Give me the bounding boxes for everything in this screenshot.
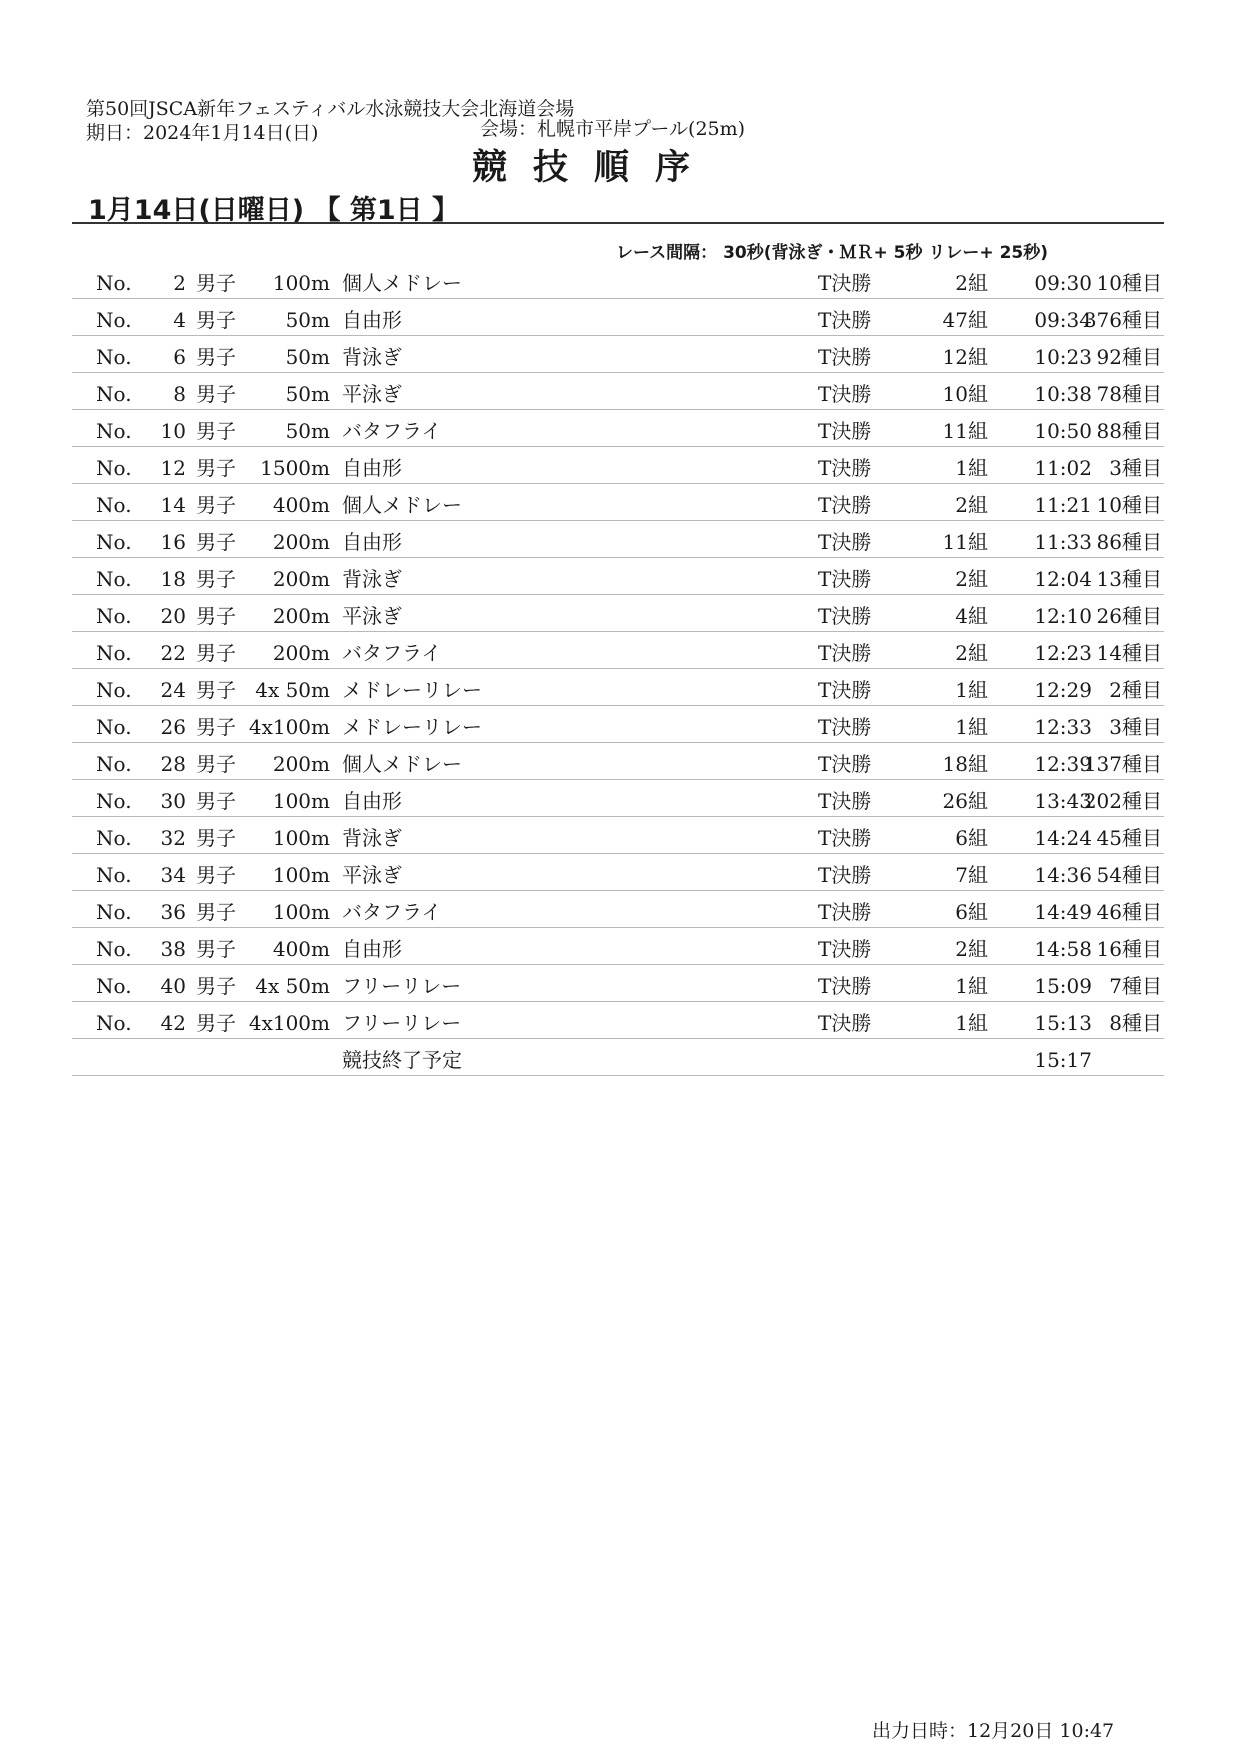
event-final-type: T決勝 <box>818 382 872 406</box>
event-number: 22 <box>160 641 186 665</box>
event-heats: 1組 <box>955 456 988 480</box>
table-row <box>72 669 1164 706</box>
event-entry-count: 2種目 <box>1109 678 1162 702</box>
event-number: 42 <box>160 1011 186 1035</box>
event-no-label: No. <box>96 493 132 517</box>
table-row <box>72 632 1164 669</box>
event-start-time: 14:49 <box>1034 900 1092 924</box>
event-distance: 200m <box>272 604 330 628</box>
event-entry-count: 88種目 <box>1096 419 1162 443</box>
event-heats: 2組 <box>955 641 988 665</box>
event-name: 個人メドレー <box>342 752 462 776</box>
meet-title: 第50回JSCA新年フェスティバル水泳競技大会北海道会場 <box>86 98 575 120</box>
event-name: バタフライ <box>342 419 442 443</box>
table-row <box>72 965 1164 1002</box>
event-distance: 4x 50m <box>255 678 330 702</box>
event-number: 18 <box>160 567 186 591</box>
end-time: 15:17 <box>1034 1048 1092 1072</box>
table-row <box>72 743 1164 780</box>
event-heats: 1組 <box>955 715 988 739</box>
event-gender: 男子 <box>196 345 236 369</box>
event-number: 16 <box>160 530 186 554</box>
table-row <box>72 928 1164 965</box>
event-no-label: No. <box>96 641 132 665</box>
event-name: 個人メドレー <box>342 271 462 295</box>
event-no-label: No. <box>96 1011 132 1035</box>
event-heats: 18組 <box>942 752 988 776</box>
table-row <box>72 262 1164 299</box>
table-row <box>72 1002 1164 1039</box>
table-row <box>72 336 1164 373</box>
event-distance: 400m <box>272 493 330 517</box>
event-entry-count: 3種目 <box>1109 715 1162 739</box>
event-final-type: T決勝 <box>818 900 872 924</box>
table-row <box>72 558 1164 595</box>
event-name: メドレーリレー <box>342 715 482 739</box>
event-name: 背泳ぎ <box>342 345 402 369</box>
event-gender: 男子 <box>196 567 236 591</box>
event-final-type: T決勝 <box>818 308 872 332</box>
event-entry-count: 46種目 <box>1096 900 1162 924</box>
event-entry-count: 3種目 <box>1109 456 1162 480</box>
event-number: 28 <box>160 752 186 776</box>
day-heading: 1月14日(日曜日) 【 第1日 】 <box>88 195 460 226</box>
event-distance: 100m <box>272 826 330 850</box>
event-start-time: 15:09 <box>1034 974 1092 998</box>
event-no-label: No. <box>96 567 132 591</box>
event-name: バタフライ <box>342 641 442 665</box>
event-distance: 200m <box>272 530 330 554</box>
event-gender: 男子 <box>196 604 236 628</box>
meet-venue: 会場：札幌市平岸プール(25m) <box>480 118 746 140</box>
event-final-type: T決勝 <box>818 715 872 739</box>
event-final-type: T決勝 <box>818 974 872 998</box>
event-no-label: No. <box>96 456 132 480</box>
event-name: フリーリレー <box>342 1011 462 1035</box>
event-final-type: T決勝 <box>818 456 872 480</box>
event-start-time: 14:24 <box>1034 826 1092 850</box>
event-start-time: 10:38 <box>1034 382 1092 406</box>
event-heats: 47組 <box>942 308 988 332</box>
event-entry-count: 7種目 <box>1109 974 1162 998</box>
event-final-type: T決勝 <box>818 863 872 887</box>
table-row <box>72 595 1164 632</box>
event-number: 40 <box>160 974 186 998</box>
event-number: 14 <box>160 493 186 517</box>
event-name: 自由形 <box>342 456 402 480</box>
event-schedule-table <box>72 262 1164 1076</box>
event-distance: 1500m <box>260 456 330 480</box>
event-final-type: T決勝 <box>818 567 872 591</box>
event-name: 個人メドレー <box>342 493 462 517</box>
event-start-time: 12:04 <box>1034 567 1092 591</box>
event-distance: 200m <box>272 641 330 665</box>
event-number: 30 <box>160 789 186 813</box>
event-no-label: No. <box>96 900 132 924</box>
event-gender: 男子 <box>196 789 236 813</box>
event-gender: 男子 <box>196 678 236 702</box>
event-distance: 100m <box>272 900 330 924</box>
event-final-type: T決勝 <box>818 826 872 850</box>
event-name: 背泳ぎ <box>342 826 402 850</box>
event-start-time: 09:34 <box>1034 308 1092 332</box>
event-number: 24 <box>160 678 186 702</box>
event-heats: 2組 <box>955 493 988 517</box>
event-final-type: T決勝 <box>818 604 872 628</box>
event-distance: 100m <box>272 789 330 813</box>
event-start-time: 12:10 <box>1034 604 1092 628</box>
event-entry-count: 13種目 <box>1096 567 1162 591</box>
event-distance: 50m <box>285 308 330 332</box>
meet-date: 期日：2024年1月14日(日) <box>86 122 319 144</box>
event-gender: 男子 <box>196 382 236 406</box>
event-gender: 男子 <box>196 419 236 443</box>
event-number: 10 <box>160 419 186 443</box>
event-name: 自由形 <box>342 937 402 961</box>
event-gender: 男子 <box>196 271 236 295</box>
day-divider <box>72 222 1164 224</box>
event-gender: 男子 <box>196 937 236 961</box>
event-start-time: 10:50 <box>1034 419 1092 443</box>
event-entry-count: 86種目 <box>1096 530 1162 554</box>
event-name: 自由形 <box>342 308 402 332</box>
event-number: 6 <box>173 345 186 369</box>
event-start-time: 15:13 <box>1034 1011 1092 1035</box>
event-no-label: No. <box>96 937 132 961</box>
event-gender: 男子 <box>196 530 236 554</box>
event-heats: 2組 <box>955 567 988 591</box>
event-heats: 1組 <box>955 974 988 998</box>
event-number: 4 <box>173 308 186 332</box>
event-heats: 26組 <box>942 789 988 813</box>
event-entry-count: 8種目 <box>1109 1011 1162 1035</box>
event-gender: 男子 <box>196 308 236 332</box>
end-label: 競技終了予定 <box>342 1048 462 1072</box>
event-gender: 男子 <box>196 863 236 887</box>
table-row <box>72 484 1164 521</box>
event-name: 自由形 <box>342 530 402 554</box>
event-number: 36 <box>160 900 186 924</box>
event-start-time: 14:58 <box>1034 937 1092 961</box>
event-name: 背泳ぎ <box>342 567 402 591</box>
event-entry-count: 202種目 <box>1083 789 1162 813</box>
event-no-label: No. <box>96 715 132 739</box>
event-start-time: 11:33 <box>1034 530 1092 554</box>
event-gender: 男子 <box>196 641 236 665</box>
event-name: 自由形 <box>342 789 402 813</box>
event-distance: 50m <box>285 419 330 443</box>
table-row <box>72 373 1164 410</box>
event-gender: 男子 <box>196 715 236 739</box>
event-gender: 男子 <box>196 493 236 517</box>
event-entry-count: 376種目 <box>1083 308 1162 332</box>
event-no-label: No. <box>96 271 132 295</box>
output-timestamp: 出力日時：12月20日 10:47 <box>872 1720 1115 1742</box>
event-name: 平泳ぎ <box>342 604 402 628</box>
event-heats: 4組 <box>955 604 988 628</box>
event-final-type: T決勝 <box>818 493 872 517</box>
event-gender: 男子 <box>196 1011 236 1035</box>
table-row <box>72 854 1164 891</box>
event-start-time: 12:29 <box>1034 678 1092 702</box>
event-start-time: 11:21 <box>1034 493 1092 517</box>
event-entry-count: 45種目 <box>1096 826 1162 850</box>
event-heats: 6組 <box>955 900 988 924</box>
event-start-time: 14:36 <box>1034 863 1092 887</box>
event-final-type: T決勝 <box>818 789 872 813</box>
table-row <box>72 706 1164 743</box>
table-row <box>72 780 1164 817</box>
table-row <box>72 521 1164 558</box>
event-start-time: 12:39 <box>1034 752 1092 776</box>
event-entry-count: 78種目 <box>1096 382 1162 406</box>
event-final-type: T決勝 <box>818 419 872 443</box>
event-entry-count: 14種目 <box>1096 641 1162 665</box>
event-no-label: No. <box>96 678 132 702</box>
event-gender: 男子 <box>196 456 236 480</box>
event-final-type: T決勝 <box>818 752 872 776</box>
event-final-type: T決勝 <box>818 937 872 961</box>
event-no-label: No. <box>96 789 132 813</box>
event-heats: 2組 <box>955 271 988 295</box>
event-entry-count: 26種目 <box>1096 604 1162 628</box>
event-start-time: 12:33 <box>1034 715 1092 739</box>
event-distance: 4x 50m <box>255 974 330 998</box>
event-distance: 50m <box>285 345 330 369</box>
event-final-type: T決勝 <box>818 530 872 554</box>
event-entry-count: 16種目 <box>1096 937 1162 961</box>
table-row <box>72 410 1164 447</box>
event-number: 20 <box>160 604 186 628</box>
event-no-label: No. <box>96 382 132 406</box>
table-row <box>72 817 1164 854</box>
event-name: フリーリレー <box>342 974 462 998</box>
race-interval-note: レース間隔： 30秒(背泳ぎ・ＭＲ+ 5秒 リレー+ 25秒) <box>616 243 1048 263</box>
event-start-time: 13:43 <box>1034 789 1092 813</box>
event-distance: 100m <box>272 863 330 887</box>
event-heats: 11組 <box>942 419 988 443</box>
event-final-type: T決勝 <box>818 641 872 665</box>
event-distance: 4x100m <box>248 715 330 739</box>
event-final-type: T決勝 <box>818 678 872 702</box>
event-name: 平泳ぎ <box>342 863 402 887</box>
event-heats: 12組 <box>942 345 988 369</box>
event-distance: 50m <box>285 382 330 406</box>
event-no-label: No. <box>96 604 132 628</box>
event-no-label: No. <box>96 826 132 850</box>
event-heats: 1組 <box>955 1011 988 1035</box>
event-gender: 男子 <box>196 826 236 850</box>
event-no-label: No. <box>96 752 132 776</box>
document-title: 競技順序 <box>472 147 717 188</box>
event-distance: 100m <box>272 271 330 295</box>
event-gender: 男子 <box>196 752 236 776</box>
event-no-label: No. <box>96 530 132 554</box>
event-number: 12 <box>160 456 186 480</box>
event-number: 32 <box>160 826 186 850</box>
table-row <box>72 299 1164 336</box>
event-gender: 男子 <box>196 974 236 998</box>
event-start-time: 09:30 <box>1034 271 1092 295</box>
event-number: 34 <box>160 863 186 887</box>
event-name: メドレーリレー <box>342 678 482 702</box>
end-time-row <box>72 1039 1164 1076</box>
event-gender: 男子 <box>196 900 236 924</box>
table-row <box>72 447 1164 484</box>
event-distance: 200m <box>272 567 330 591</box>
event-no-label: No. <box>96 863 132 887</box>
event-distance: 400m <box>272 937 330 961</box>
event-no-label: No. <box>96 974 132 998</box>
event-final-type: T決勝 <box>818 1011 872 1035</box>
event-entry-count: 10種目 <box>1096 271 1162 295</box>
event-start-time: 12:23 <box>1034 641 1092 665</box>
event-heats: 10組 <box>942 382 988 406</box>
event-start-time: 10:23 <box>1034 345 1092 369</box>
event-name: バタフライ <box>342 900 442 924</box>
event-entry-count: 10種目 <box>1096 493 1162 517</box>
event-entry-count: 137種目 <box>1083 752 1162 776</box>
event-no-label: No. <box>96 308 132 332</box>
event-number: 8 <box>173 382 186 406</box>
event-entry-count: 54種目 <box>1096 863 1162 887</box>
event-start-time: 11:02 <box>1034 456 1092 480</box>
event-no-label: No. <box>96 345 132 369</box>
event-name: 平泳ぎ <box>342 382 402 406</box>
event-heats: 2組 <box>955 937 988 961</box>
event-number: 2 <box>173 271 186 295</box>
event-heats: 6組 <box>955 826 988 850</box>
event-final-type: T決勝 <box>818 271 872 295</box>
event-distance: 4x100m <box>248 1011 330 1035</box>
event-no-label: No. <box>96 419 132 443</box>
event-heats: 7組 <box>955 863 988 887</box>
table-row <box>72 891 1164 928</box>
event-final-type: T決勝 <box>818 345 872 369</box>
event-number: 26 <box>160 715 186 739</box>
event-distance: 200m <box>272 752 330 776</box>
event-heats: 1組 <box>955 678 988 702</box>
event-number: 38 <box>160 937 186 961</box>
event-heats: 11組 <box>942 530 988 554</box>
event-entry-count: 92種目 <box>1096 345 1162 369</box>
